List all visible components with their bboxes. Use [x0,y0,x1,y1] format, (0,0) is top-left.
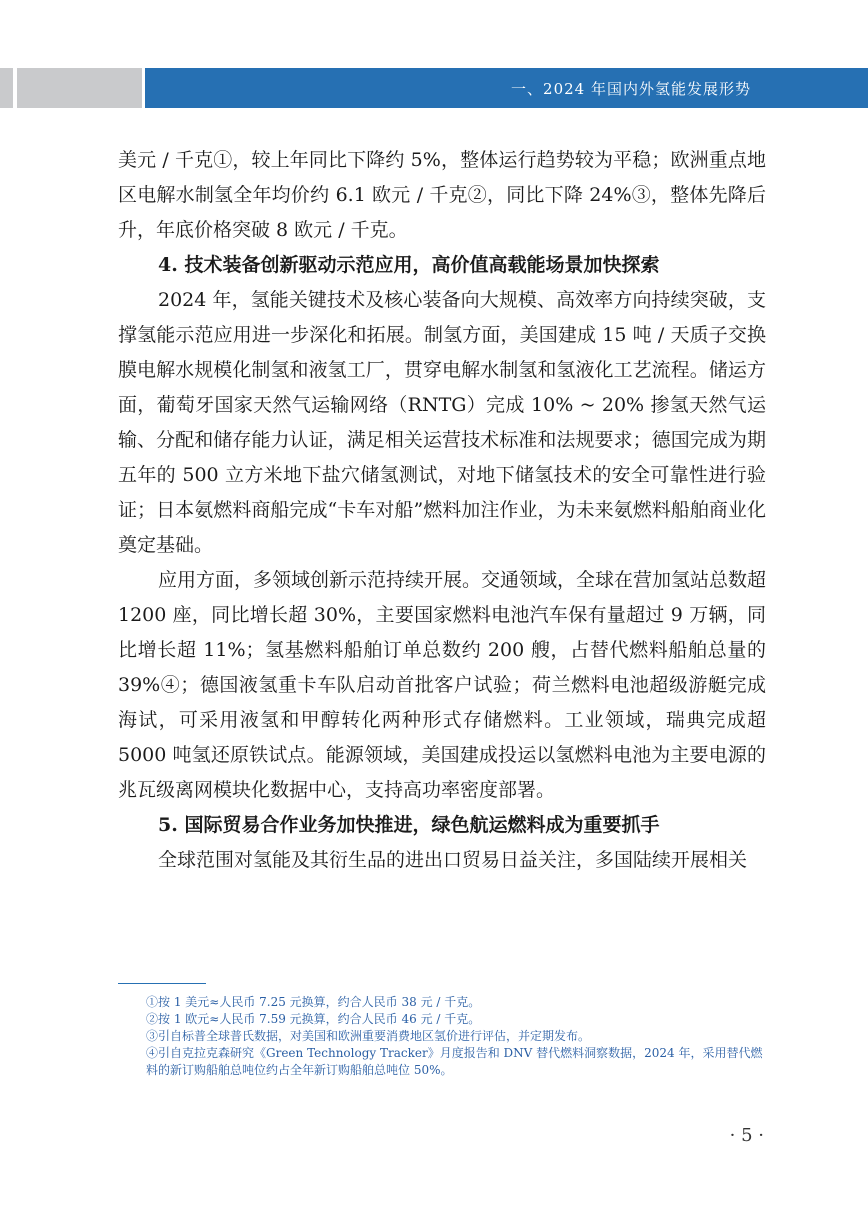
footnote-4: ④引自克拉克森研究《Green Technology Tracker》月度报告和 DNV 替代燃料洞察数据，2024 年，采用替代燃料的新订购船舶总吨位约占全年新订购船舶总吨位 50%。 [146,1046,763,1077]
footnote-1: ①按 1 美元≈人民币 7.25 元换算，约合人民币 38 元 / 千克。 [146,995,481,1009]
footnotes [146,994,764,1079]
paragraph-4: 全球范围对氢能及其衍生品的进出口贸易日益关注，多国陆续开展相关 [158,849,748,871]
paragraph-2: 2024 年，氢能关键技术及核心装备向大规模、高效率方向持续突破，支撑氢能示范应用进一步深化和拓展。制氢方面，美国建成 15 吨 / 天质子交换膜电解水规模化制氢和液氢工厂，贯穿电解水制氢和氢液化工艺流程。储运方面，葡萄牙国家天然气运输网络（RNTG）完成 10% ~ 20% 掺氢天然气运输、分配和储存能力认证，满足相关运营技术标准和法规要求；德国完成为期五年的 500 立方米地下盐穴储氢测试，对地下储氢技术的安全可靠性进行验证；日本氨燃料商船完成“卡车对船”燃料加注作业，为未来氨燃料船舶商业化奠定基础。 [118,289,766,556]
header-grey-block-2 [17,68,142,108]
footnote-2: ②按 1 欧元≈人民币 7.59 元换算，约合人民币 46 元 / 千克。 [146,1012,481,1026]
paragraph-3: 应用方面，多领域创新示范持续开展。交通领域，全球在营加氢站总数超 1200 座，同比增长超 30%，主要国家燃料电池汽车保有量超过 9 万辆，同比增长超 11%；氢基燃料船舶订单总数约 200 艘，占替代燃料船舶总量的 39%④；德国液氢重卡车队启动首批客户试验；荷兰燃料电池超级游艇完成海试，可采用液氢和甲醇转化两种形式存储燃料。工业领域，瑞典完成超 5000 吨氢还原铁试点。能源领域，美国建成投运以氢燃料电池为主要电源的兆瓦级离网模块化数据中心，支持高功率密度部署。 [118,569,767,801]
footnote-3: ③引自标普全球普氏数据，对美国和欧洲重要消费地区氢价进行评估，并定期发布。 [146,1029,591,1043]
header-bar [145,68,868,108]
chapter-title: 一、2024 年国内外氢能发展形势 [511,80,751,98]
paragraph-1: 美元 / 千克①，较上年同比下降约 5%，整体运行趋势较为平稳；欧洲重点地区电解水制氢全年均价约 6.1 欧元 / 千克②，同比下降 24%③，整体先降后升，年底价格突破 8 欧元 / 千克。 [118,149,766,241]
header-grey-block-1 [0,68,13,108]
section-heading-4: 4. 技术装备创新驱动示范应用，高价值高载能场景加快探索 [158,254,660,276]
section-heading-5: 5. 国际贸易合作业务加快推进，绿色航运燃料成为重要抓手 [158,814,660,836]
main-text [118,143,766,878]
page-number: · 5 · [729,1125,764,1146]
footnote-divider [118,983,206,984]
